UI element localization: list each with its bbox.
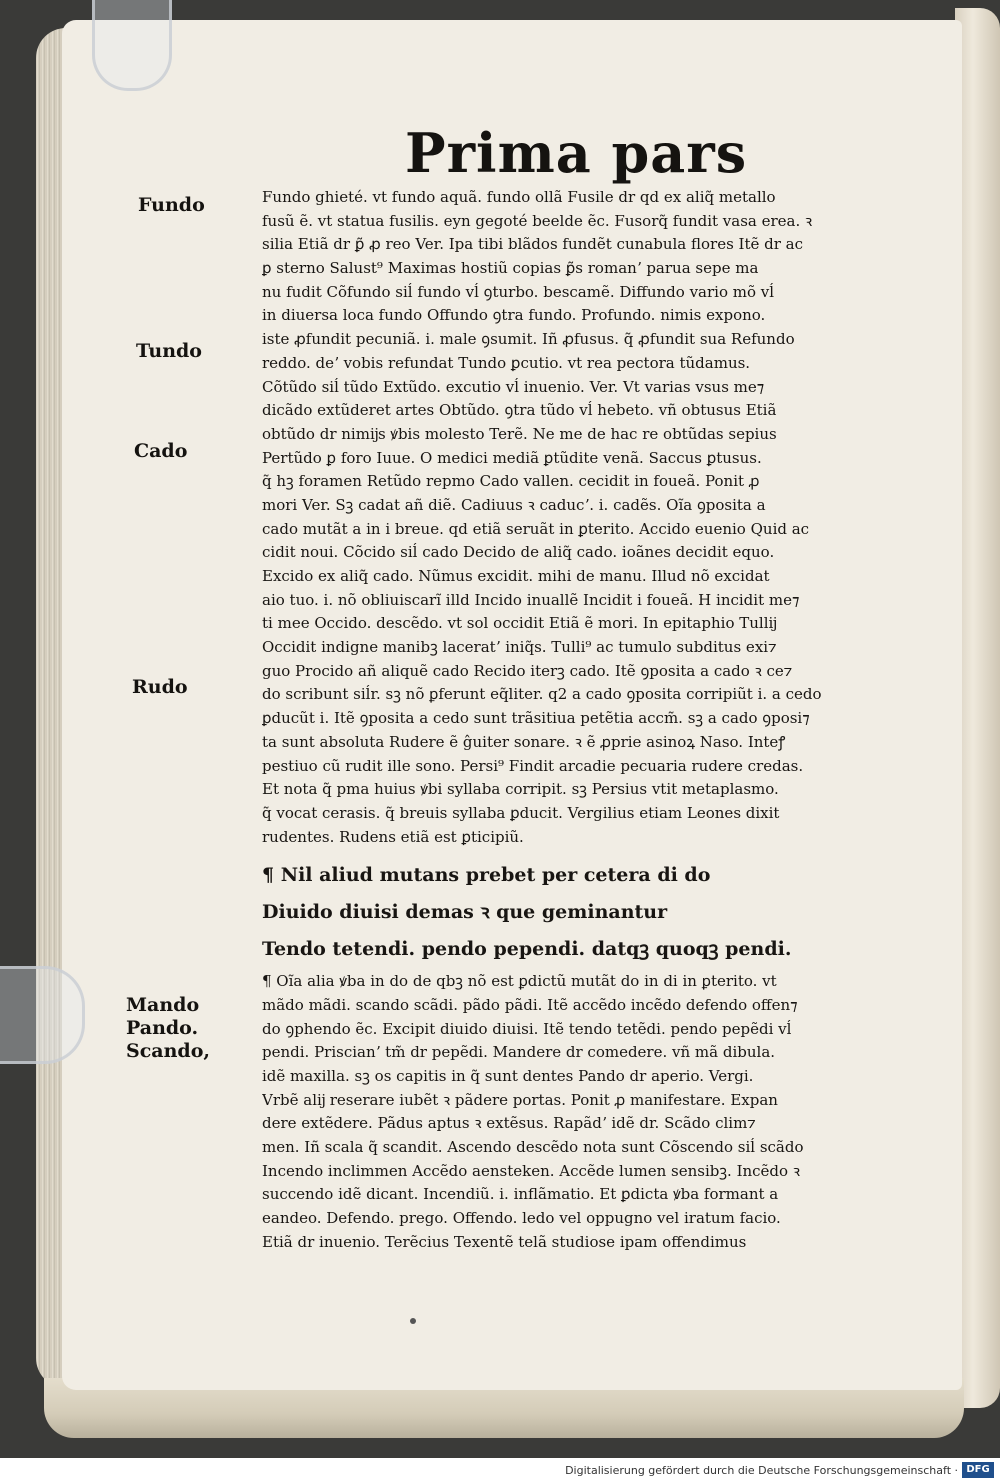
text-line: ꝑducũt i. Itẽ ꝯposita a cedo sunt trãsitiua petẽtia accm̃. sꝫ a cado ꝯposi⁊ xyxy=(262,709,810,728)
text-line: q̃ vocat cerasis. q̃ breuis syllaba ꝑducit. Vergilius etiam Leones dixit xyxy=(262,803,780,822)
text-line: eandeo. Defendo. prego. Offendo. ledo vel oppugno vel iratum facio. xyxy=(262,1209,781,1228)
text-line: dicãdo extũderet artes Obtũdo. ꝯtra tũdo vĺ hebeto. vñ obtusus Etiã xyxy=(262,401,777,420)
text-line: Etiã dr inuenio. Terẽcius Texentẽ telã studiose ipam offendimus xyxy=(262,1232,747,1251)
text-line: q̃ hꝫ foramen Retũdo repmo Cado vallen. cecidit in foueã. Ponit ꝓ xyxy=(262,472,760,491)
text-line: obtũdo dr nimĳs ꝟbis molesto Terẽ. Ne me de hac re obtũdas sepius xyxy=(262,424,777,443)
text-line: Vrbẽ alĳ reserare iubẽt ꝛ pãdere portas. Ponit ꝓ manifestare. Expan xyxy=(262,1090,778,1109)
text-line: Fundo ghieté. vt fundo aquã. fundo ollã Fusile dr qd ex aliq̃ metallo xyxy=(262,188,776,206)
text-line: rudentes. Rudens etiã est ꝑticipiũ. xyxy=(262,827,524,846)
text-line: pendi. Priscianʼ tm̃ dr pepẽdi. Mandere dr comedere. vñ mã dibula. xyxy=(262,1043,776,1062)
text-line: mãdo mãdi. scando scãdi. pãdo pãdi. Itẽ accẽdo incẽdo defendo offen⁊ xyxy=(262,995,798,1014)
text-line: cado mutãt a in i breue. qd etiã seruãt in ꝑterito. Accido euenio Quid ac xyxy=(262,519,810,538)
verse-line: Diuido diuisi demas ꝛ que geminantur xyxy=(262,901,668,924)
paragraph-2 xyxy=(262,970,872,1254)
text-line: do ꝯphendo ẽc. Excipit diuido diuisi. Itẽ tendo tetẽdi. pendo pepẽdi vĺ xyxy=(262,1019,792,1038)
text-line: aio tuo. i. nõ obliuiscarĩ illd Incido inuallẽ Incidit i foueã. H incidit me⁊ xyxy=(262,590,800,609)
verse-line: Tendo tetendi. pendo pependi. datqꝫ quoqꝫ pendi. xyxy=(262,938,792,961)
text-line: mori Ver. Sꝫ cadat añ diẽ. Cadiuus ꝛ caducʼ. i. cadẽs. Oĩa ꝯposita a xyxy=(262,495,766,514)
text-line: ꝑ sterno Salust⁹ Maximas hostiũ copias ꝑ̃s romanʼ parua sepe ma xyxy=(262,259,759,278)
text-line: idẽ maxilla. sꝫ os capitis in q̃ sunt dentes Pando dr aperio. Vergi. xyxy=(262,1067,754,1085)
verse-line: ¶ Nil aliud mutans prebet per cetera di do xyxy=(262,864,711,887)
footer-credit: Digitalisierung gefördert durch die Deutsche Forschungsgemeinschaft · xyxy=(565,1464,958,1477)
text-line: fusũ ẽ. vt statua fusilis. eyn gegoté beelde ẽc. Fusorq̃ fundit vasa erea. ꝛ xyxy=(262,211,813,230)
text-line: cidit noui. Cõcido siĺ cado Decido de aliq̃ cado. ioãnes decidit equo. xyxy=(262,543,775,562)
text-line: Et nota q̃ pma huius ꝟbi syllaba corripit. sꝫ Persius vtit metaplasmo. xyxy=(262,780,779,799)
plastic-clip-top xyxy=(92,0,172,91)
margin-note-pando: Pando. xyxy=(126,1017,199,1039)
text-line: Excido ex aliq̃ cado. Nũmus excidit. mihi de manu. Illud nõ excidat xyxy=(262,567,770,585)
text-line: ta sunt absoluta Rudere ẽ ĝuiter sonare. ꝛ ẽ ꝓprie asinoꝝ Naso. Inteꝭ xyxy=(262,732,786,751)
text-line: succendo idẽ dicant. Incendiũ. i. inflãmatio. Et ꝑdicta ꝟba formant a xyxy=(262,1185,779,1204)
text-line: silia Etiã dr ꝑ̃ ꝓ reo Ver. Ipa tibi blãdos fundẽt cunabula flores Itẽ dr ac xyxy=(262,235,804,254)
text-line: pestiuo cũ rudit ille sono. Persi⁹ Findit arcadie pecuaria rudere credas. xyxy=(262,756,804,775)
text-line: Cõtũdo siĺ tũdo Extũdo. excutio vĺ inuenio. Ver. Vt varias vsus me⁊ xyxy=(262,377,765,396)
margin-note-cado: Cado xyxy=(134,440,188,462)
text-line: do scribunt siĺr. sꝫ nõ ꝑferunt eq̃liter. q2 a cado ꝯposita corripiũt i. a cedo xyxy=(262,685,822,704)
text-line: Incendo inclimmen Accẽdo aensteken. Accẽde lumen sensibꝫ. Incẽdo ꝛ xyxy=(262,1161,800,1180)
verse-lines xyxy=(262,857,872,968)
text-line: reddo. deʼ vobis refundat Tundo ꝑcutio. vt rea pectora tũdamus. xyxy=(262,353,751,372)
page-mark-dot xyxy=(410,1318,416,1324)
text-line: ti mee Occido. descẽdo. vt sol occidit Etiã ẽ mori. In epitaphio Tullĳ xyxy=(262,614,777,633)
margin-note-mando: Mando xyxy=(126,994,200,1016)
dfg-logo: DFG xyxy=(962,1462,994,1478)
margin-note-tundo: Tundo xyxy=(136,340,202,362)
text-line: in diuersa loca fundo Offundo ꝯtra fundo. Profundo. nimis expono. xyxy=(262,306,766,325)
text-line: guo Procido añ aliquẽ cado Recido iterꝫ cado. Itẽ ꝯposita a cado ꝛ ce⁊ xyxy=(262,661,793,680)
text-line: nu fudit Cõfundo siĺ fundo vĺ ꝯturbo. bescamẽ. Diffundo vario mõ vĺ xyxy=(262,282,775,301)
text-line: dere extẽdere. Pãdus aptus ꝛ extẽsus. Rapãdʼ idẽ dr. Scãdo clim⁊ xyxy=(262,1114,756,1133)
margin-note-fundo: Fundo xyxy=(138,194,205,216)
margin-note-rudo: Rudo xyxy=(132,676,188,698)
text-line: Occidit indigne manibꝫ laceratʼ iniq̃s. Tulli⁹ ac tumulo subditus exi⁊ xyxy=(262,638,777,657)
plastic-clip-left xyxy=(0,966,85,1064)
margin-note-scando: Scando, xyxy=(126,1040,210,1062)
text-line: ¶ Oĩa alia ꝟba in do de qbꝫ nõ est ꝑdictũ mutãt do in di in ꝑterito. vt xyxy=(262,972,777,991)
text-block xyxy=(262,186,872,1255)
text-line: men. Iñ scala q̃ scandit. Ascendo descẽdo nota sunt Cõscendo siĺ scãdo xyxy=(262,1138,804,1157)
page-heading: Prima pars xyxy=(405,121,748,185)
paragraph-1 xyxy=(262,186,872,849)
text-line: iste ꝓfundit pecuniã. i. male ꝯsumit. Iñ ꝓfusus. q̃ ꝓfundit sua Refundo xyxy=(262,330,795,349)
text-line: Pertũdo ꝑ foro Iuue. O medici mediã ꝑtũdite venã. Saccus ꝑtusus. xyxy=(262,448,762,467)
